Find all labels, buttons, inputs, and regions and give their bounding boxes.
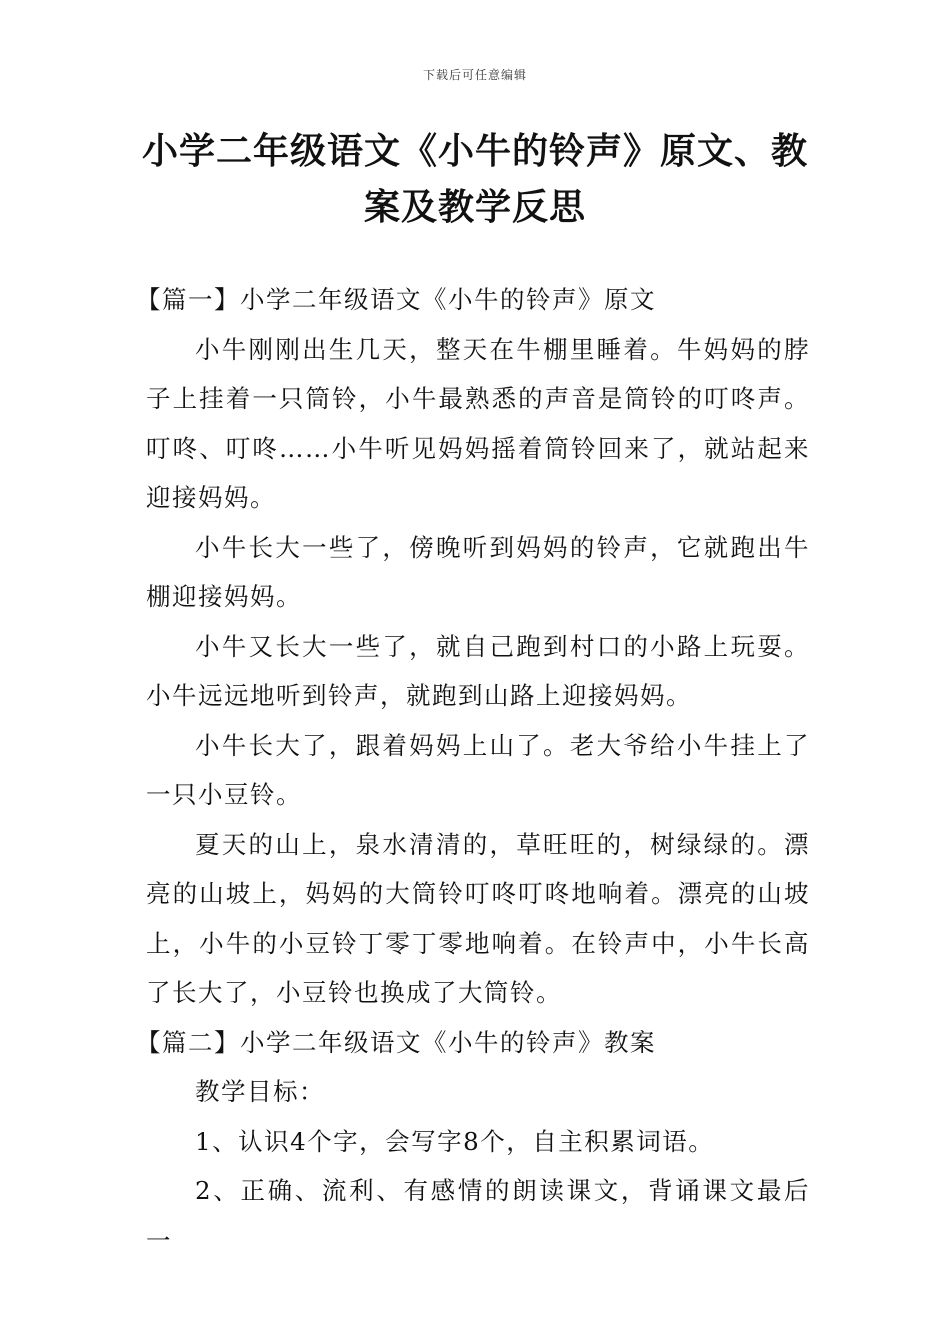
document-title: 小学二年级语文《小牛的铃声》原文、教案及教学反思 <box>141 131 808 228</box>
section-heading-1: 【篇一】小学二年级语文《小牛的铃声》原文 <box>136 285 656 314</box>
document-body <box>136 275 810 1265</box>
paragraph: 小牛长大了，跟着妈妈上山了。老大爷给小牛挂上了一只小豆铃。 <box>146 730 810 809</box>
paragraph: 小牛又长大一些了，就自己跑到村口的小路上玩耍。小牛远远地听到铃声，就跑到山路上迎接妈妈。 <box>146 631 810 710</box>
list-item: 2、正确、流利、有感情的朗读课文，背诵课文最后一 <box>146 1176 810 1255</box>
list-item: 1、认识4个字，会写字8个，自主积累词语。 <box>195 1126 715 1156</box>
paragraph: 夏天的山上，泉水清清的，草旺旺的，树绿绿的。漂亮的山坡上，妈妈的大筒铃叮咚叮咚地响着。漂亮的山坡上，小牛的小豆铃丁零丁零地响着。在铃声中，小牛长高了长大了，小豆铃也换成了大筒铃。 <box>146 829 810 1007</box>
paragraph: 小牛长大一些了，傍晚听到妈妈的铃声，它就跑出牛棚迎接妈妈。 <box>146 532 810 611</box>
section-heading-2: 【篇二】小学二年级语文《小牛的铃声》教案 <box>136 1027 656 1057</box>
paragraph: 小牛刚刚出生几天，整天在牛棚里睡着。牛妈妈的脖子上挂着一只筒铃，小牛最熟悉的声音是筒铃的叮咚声。叮咚、叮咚……小牛听见妈妈摇着筒铃回来了，就站起来迎接妈妈。 <box>146 334 810 512</box>
header-note: 下载后可任意编辑 <box>422 68 527 82</box>
paragraph: 教学目标： <box>195 1077 325 1106</box>
